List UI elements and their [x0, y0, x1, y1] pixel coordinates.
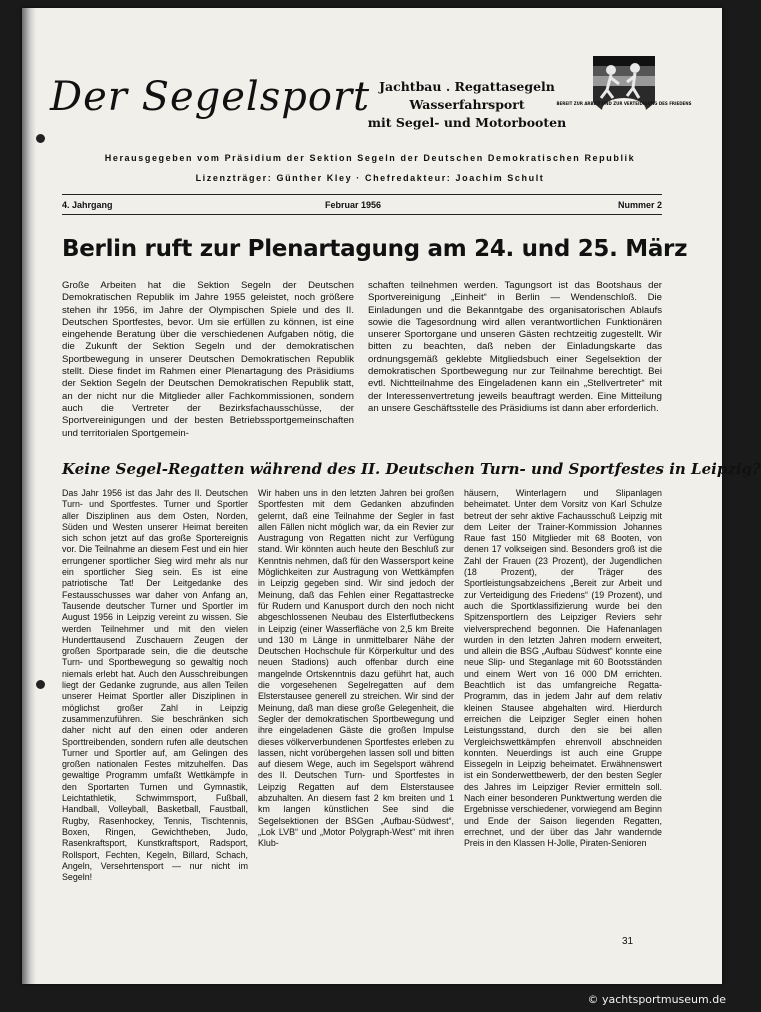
article2-column-1	[62, 488, 248, 883]
editor-line: Lizenzträger: Günther Kley · Chefredakteur: Joachim Schult	[195, 173, 545, 183]
article2-column-3	[464, 488, 662, 850]
article1-text-2: schaften teilnehmen werden. Tagungsort ist das Bootshaus der Sportvereinigung „Einheit“ in Berlin — Wendenschloß. Die Einladungen und die Bekanntgabe des organisatorischen Ablaufs sowie die Tagesordnung wird allen verantwortlichen Funktionären unserer Sportorgane und unseren Gästen rechtzeitig zugestellt. Wir bitten zu beachten, daß neben der Einladungskarte das ordnungsgemäß geklebte Mitgliedsbuch einer Segelsektion der demokratischen Sportbewegung nur zur Teilnahme berechtigt. Bei evtl. Nichtteilnahme des Eingeladenen kann ein „Stellvertreter“ mit der Interessenvertretung jeweils beauftragt werden. Eine Mitteilung an unsere Geschäftsstelle des Präsidiums ist dann aber erforderlich.	[368, 280, 662, 414]
article1-column-2	[368, 280, 662, 415]
article1-text-1: Große Arbeiten hat die Sektion Segeln der Deutschen Demokratischen Republik im Jahre 1955 geleistet, noch größere stehen ihr 1956, im Jahre der Olympischen Spiele und des II. Deutschen Sportfestes, bevor. Um sie erfüllen zu können, ist eine eingehende Beratung über die verschiedenen Aufgaben nötig, die die Zukunft der Sektion Segeln und der demokratischen Sportbewegung in unserer Deutschen Demokratischen Republik stellt. Diese findet im Rahmen einer Plenartagung des Präsidiums der Sektion Segeln der Deutschen Demokratischen Republik statt, an der nicht nur die Mitglieder aller Fachkommissionen, sondern auch die Vertreter der Bezirksfachausschüsse, der Sportvereinigungen und der besten Betriebssportgemeinschaften und territorialen Sportgemein-	[62, 280, 354, 439]
punch-hole	[36, 134, 45, 143]
issue-date: Februar 1956	[325, 200, 382, 210]
subtitle-line-2: Wasserfahrsport	[409, 97, 525, 112]
divider	[62, 214, 662, 215]
credits	[50, 148, 690, 188]
article2-text-1: Das Jahr 1956 ist das Jahr des II. Deutschen Turn- und Sportfestes. Turner und Sportler aller Disziplinen aus dem Osten, Norden, Süden und Westen unserer Heimat bereiten sich schon jetzt auf das große Sportereignis vor. Die Teilnahme an diesem Fest und ein hier errungener sportlicher Sieg wird mehr als nur ein sportlicher Sieg sein. Es ist eine patriotische Tat! Der Leitgedanke des Festausschusses war daher von Anfang an, Tausende deutscher Turner und Sportler im August 1956 in Leipzig vereint zu wissen. Sie werden Teilnehmer und mit den vielen Hunderttausend Zuschauern Zeugen der großen Sportparade sein, die die deutsche Turn- und Sportbewegung so gewaltig noch niemals erlebt hat. Auch den Ausschreibungen liegt der Gedanke zugrunde, aus allen Teilen unserer Heimat Sportler aller Disziplinen in möglichst großer Zahl in Leipzig zusammenzuführen. Sie beschränken sich daher nicht auf den einen oder anderen Sporttreibenden, sondern rufen alle deutschen Turner und Sportler auf, am Gelingen des großen nationalen Festes mitzuhelfen. Das gewaltige Programm umfaßt Wettkämpfe in den Sportarten Turnen und Gymnastik, Leichtathletik, Schwimmsport, Fußball, Handball, Volleyball, Basketball, Faustball, Rugby, Rasenhockey, Tennis, Tischtennis, Boxen, Ringen, Gewichtheben, Judo, Rasenkraftsport, Kunstkraftsport, Radsport, Rollsport, Fechten, Kegeln, Billard, Schach, Angeln, Versehrtensport — nur nicht im Segeln!	[62, 488, 248, 883]
sports-badge-emblem	[556, 50, 692, 136]
article-headline: Berlin ruft zur Plenartagung am 24. und 25. März	[62, 236, 688, 262]
subtitle-line-1: Jachtbau . Regattasegeln	[379, 79, 555, 94]
masthead-subtitle	[367, 78, 567, 132]
article2-text-3: häusern, Winterlagern und Slipanlagen beheimatet. Unter dem Vorsitz von Karl Schulze betreut der sehr aktive Fachausschuß Leipzig mit dem Leiter der Trainer-Kommission Johannes Raue fast 150 Mitglieder mit 68 Booten, von denen 17 volkseigen sind. Besonders groß ist die Zahl der Frauen (23 Prozent), der Jugendlichen (18 Prozent), der Träger des Sportleistungsabzeichens „Bereit zur Arbeit und zur Verteidigung des Friedens“ (19 Prozent), und auch die Sportklassifizierung wurde bei den Spitzensportlern des Leipziger Reviers sehr vielversprechend begonnen. Die Hafenanlagen wurden in den letzten Jahren modern erweitert, und allein die BSG „Aufbau Südwest“ konnte eine neue Slip- und Steganlage mit 60 Bootsständen und einem Wert von 16 000 DM errichten. Beachtlich ist das umfangreiche Regatta-Programm, das in jedem Jahr auf dem relativ kleinen Stausee abgehalten wird. Hierdurch erreichen die Leipziger Segler einen hohen Leistungsstand, durch den sie bei allen Vergleichswettkämpfen ehrenvoll abschneiden konnten. Neuerdings ist auch eine Gruppe Eissegeln in Leipzig beheimatet. Erwähnenswert ist ein Sonderwettbewerb, der den besten Segler des Jahres im Leipziger Revier ermitteln soll. Nach einer besonderen Punktwertung werden die Ergebnisse verschiedener, vorwiegend am Beginn und Ende der Saison liegenden Regatten, errechnet, und der über das Jahr wandernde Preis in den Klassen H-Jolle, Piraten-Senioren	[464, 488, 662, 849]
magazine-page	[22, 8, 761, 984]
article2-text-2: Wir haben uns in den letzten Jahren bei großen Sportfesten mit dem Gedanken abzufinden gelernt, daß eine Teilnahme der Segler in fast allen Fällen nicht möglich war, da ein Revier zur Austragung von Regatten nicht zur Verfügung stand. Wir könnten auch heute den Beschluß zur Kenntnis nehmen, daß für den Wassersport keine Möglichkeiten zur Austragung von Wettkämpfen in Leipzig gegeben sind. Wir sind jedoch der Meinung, daß das Fehlen einer Regattastrecke für Rudern und Kanusport durch den noch nicht abgeschlossenen Neubau des Elsterflutbeckens in Leipzig (einer Wasserfläche von 2,5 km Breite und 130 m Länge in unmittelbarer Nähe der Deutschen Hochschule für Körperkultur und des neuen Stadions) auch offenbar durch eine mangelnde Ortskenntnis dazu geführt hat, auch die vorgesehenen Segelregatten auf dem Elsterstausee generell zu streichen. Wir sind der Meinung, daß man diese große Gelegenheit, die Segler der demokratischen Sportbewegung und ihre eingeladenen Gäste die großen Impulse dieses völkerverbundenen Sportfestes erleben zu lassen, nicht vorübergehen lassen soll und bitten auf diesem Wege, auch im Segelsport während des II. Deutschen Turn- und Sportfestes in Leipzig Regatten auf dem Elsterstausee abzuhalten. An diesem fast 2 km breiten und 1 km langen künstlichen See sind die Segelsektionen der BSGen „Aufbau-Südwest“, „Lok LVB“ und „Motor Polygraph-West“ mit ihren Klub-	[258, 488, 454, 849]
page-binding-shadow	[22, 8, 36, 984]
divider	[62, 194, 662, 195]
article2-headline: Keine Segel-Regatten während des II. Deutschen Turn- und Sportfestes in Leipzig?	[62, 460, 761, 478]
publisher-line: Herausgegeben vom Präsidium der Sektion Segeln der Deutschen Demokratischen Republik	[104, 153, 636, 163]
emblem-text: BEREIT ZUR ARBEIT UND ZUR VERTEIDIGUNG DES FRIEDENS	[556, 101, 692, 106]
article1-column-1	[62, 280, 354, 440]
article2-column-2	[258, 488, 454, 850]
issue-year: 4. Jahrgang	[62, 200, 113, 210]
masthead-title: Der Segelsport	[50, 74, 371, 120]
page-number: 31	[622, 936, 634, 947]
watermark: © yachtsportmuseum.de	[587, 993, 726, 1006]
subtitle-line-3: mit Segel- und Motorbooten	[367, 115, 567, 130]
issue-number: Nummer 2	[617, 200, 662, 210]
punch-hole	[36, 680, 45, 689]
